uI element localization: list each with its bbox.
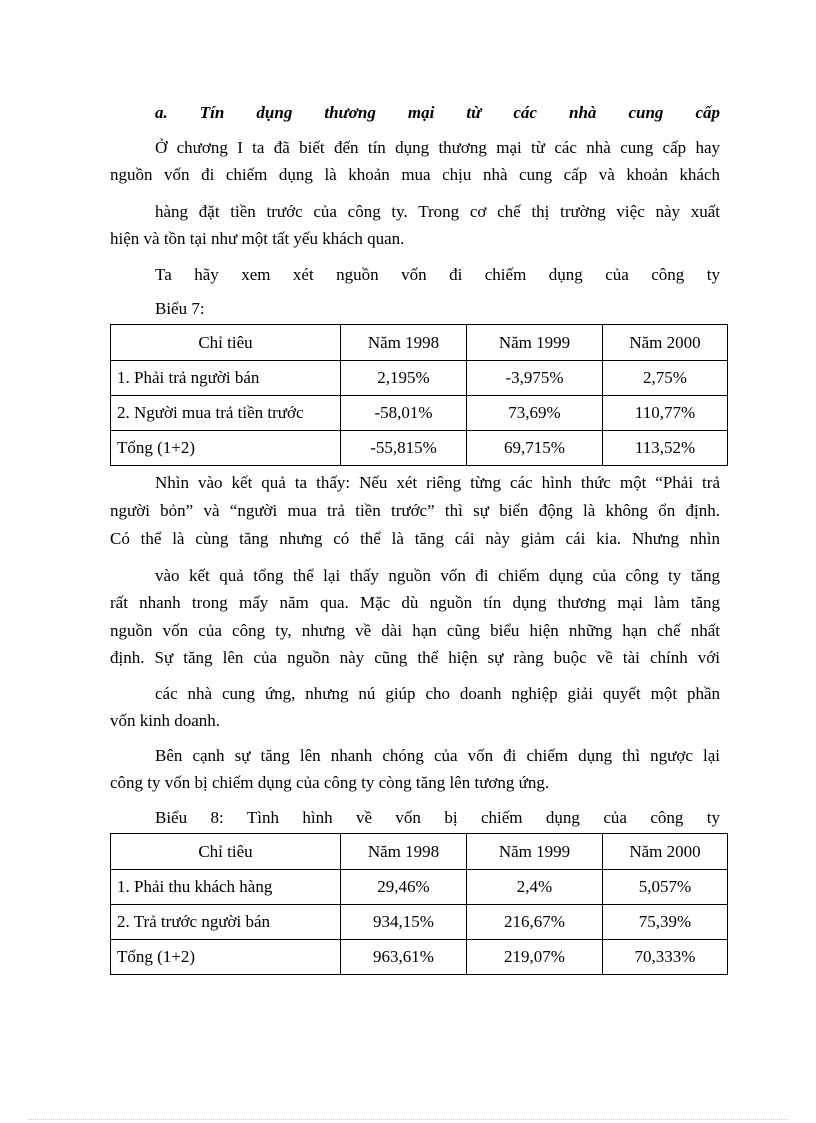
table-row bbox=[111, 361, 728, 396]
cell: 69,715% bbox=[467, 431, 603, 466]
para3-line-3: Có thể là cùng tăng nhưng có thể là tăng cái này giảm cái kia. Nhưng nhìn bbox=[110, 529, 720, 548]
para4-line-2: công ty vốn bị chiếm dụng của công ty còng tăng lên tương ứng. bbox=[110, 773, 550, 792]
table-header-row bbox=[111, 325, 728, 361]
table-row bbox=[111, 396, 728, 431]
section-heading: a. Tín dụng thương mại từ các nhà cung cấp bbox=[155, 103, 721, 122]
row-label: 1. Phải trả người bán bbox=[111, 361, 341, 396]
cell: 5,057% bbox=[603, 870, 728, 905]
para3-line-1: Nhìn vào kết quả ta thấy: Nếu xét riêng từng các hình thức một “Phải trả bbox=[155, 473, 720, 492]
para1-line-3: hàng đặt tiền trước của công ty. Trong cơ chế thị trường việc này xuất bbox=[155, 202, 720, 221]
cell: 73,69% bbox=[467, 396, 603, 431]
cell: 2,75% bbox=[603, 361, 728, 396]
cell: 2,4% bbox=[467, 870, 603, 905]
table-row bbox=[111, 940, 728, 975]
header-cell: Năm 2000 bbox=[603, 325, 728, 361]
cell: 2,195% bbox=[341, 361, 467, 396]
para1-line-1: Ở chương I ta đã biết đến tín dụng thương mại từ các nhà cung cấp hay bbox=[155, 138, 720, 157]
para3-line-9: vốn kinh doanh. bbox=[110, 711, 221, 730]
header-cell: Năm 1998 bbox=[341, 834, 467, 870]
header-cell: Chỉ tiêu bbox=[111, 834, 341, 870]
header-cell: Năm 2000 bbox=[603, 834, 728, 870]
header-cell: Năm 1999 bbox=[467, 325, 603, 361]
header-cell: Năm 1998 bbox=[341, 325, 467, 361]
cell: 29,46% bbox=[341, 870, 467, 905]
table-row bbox=[111, 431, 728, 466]
header-cell: Chỉ tiêu bbox=[111, 325, 341, 361]
row-label: 1. Phải thu khách hàng bbox=[111, 870, 341, 905]
para3-line-5: rất nhanh trong mấy năm qua. Mặc dù nguồn tín dụng thương mại làm tăng bbox=[110, 593, 720, 612]
table-bieu-8 bbox=[110, 833, 728, 975]
cell: 934,15% bbox=[341, 905, 467, 940]
row-label: 2. Trả trước người bán bbox=[111, 905, 341, 940]
cell: 219,07% bbox=[467, 940, 603, 975]
para3-line-6: nguồn vốn của công ty, nhưng về dài hạn cũng biểu hiện những hạn chế nhất bbox=[110, 621, 720, 640]
para3-line-8: các nhà cung ứng, nhưng nú giúp cho doanh nghiệp giải quyết một phần bbox=[155, 684, 720, 703]
cell: 70,333% bbox=[603, 940, 728, 975]
para3-line-7: định. Sự tăng lên của nguồn này cũng thể hiện sự ràng buộc về tài chính với bbox=[110, 648, 720, 667]
table1-caption: Biểu 7: bbox=[155, 299, 205, 318]
table-row bbox=[111, 870, 728, 905]
table-bieu-7 bbox=[110, 324, 728, 466]
header-cell: Năm 1999 bbox=[467, 834, 603, 870]
para1-line-2: nguồn vốn đi chiếm dụng là khoản mua chịu nhà cung cấp và khoản khách bbox=[110, 165, 720, 184]
row-label: Tổng (1+2) bbox=[111, 940, 341, 975]
page-bottom-divider bbox=[28, 1119, 788, 1120]
para3-line-4: vào kết quả tổng thể lại thấy nguồn vốn đi chiếm dụng của công ty tăng bbox=[155, 566, 720, 585]
para3-line-2: người bỏn” và “người mua trả tiền trước” thì sự biến động là không ổn định. bbox=[110, 501, 720, 520]
cell: -55,815% bbox=[341, 431, 467, 466]
cell: -3,975% bbox=[467, 361, 603, 396]
para2-line: Ta hãy xem xét nguồn vốn đi chiếm dụng của công ty bbox=[155, 265, 720, 284]
para1-line-4: hiện và tồn tại như một tất yếu khách quan. bbox=[110, 229, 405, 248]
cell: 110,77% bbox=[603, 396, 728, 431]
cell: 963,61% bbox=[341, 940, 467, 975]
cell: 113,52% bbox=[603, 431, 728, 466]
table2-caption: Biểu 8: Tình hình về vốn bị chiếm dụng của công ty bbox=[155, 808, 720, 827]
cell: -58,01% bbox=[341, 396, 467, 431]
row-label: 2. Người mua trả tiền trước bbox=[111, 396, 341, 431]
cell: 75,39% bbox=[603, 905, 728, 940]
table-row bbox=[111, 905, 728, 940]
table-header-row bbox=[111, 834, 728, 870]
row-label: Tổng (1+2) bbox=[111, 431, 341, 466]
cell: 216,67% bbox=[467, 905, 603, 940]
para4-line-1: Bên cạnh sự tăng lên nhanh chóng của vốn đi chiếm dụng thì ngược lại bbox=[155, 746, 720, 765]
